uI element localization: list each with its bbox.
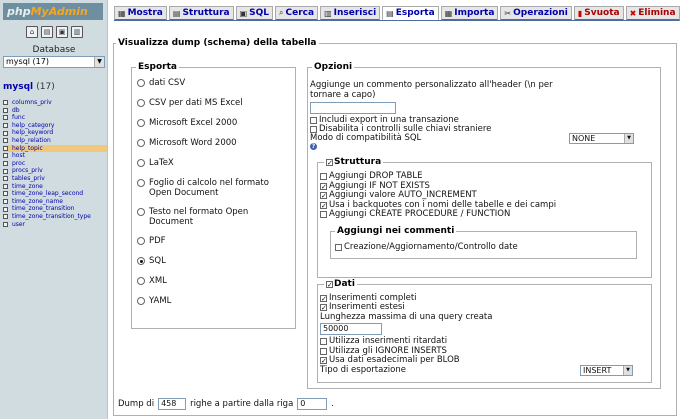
table-link[interactable] xyxy=(3,175,107,183)
hex-for-blob-option[interactable]: ✓ Usa dati esadecimali per BLOB xyxy=(321,355,460,365)
comments-legend: Aggiungi nei commenti xyxy=(337,226,455,236)
dump-label: Dump di xyxy=(118,399,155,409)
table-link-label: columns_priv xyxy=(12,99,52,106)
table-link-label: help_relation xyxy=(12,136,51,144)
table-link-label: host xyxy=(12,152,25,160)
use-backquotes-option[interactable]: ✓ Usa i backquotes con i nomi delle tabelle e dei campi xyxy=(321,200,557,210)
sql-window-icon[interactable]: ▤ xyxy=(41,26,53,38)
add-if-not-exists-option[interactable]: ✓ Aggiungi IF NOT EXISTS xyxy=(321,181,430,191)
extended-inserts-option[interactable]: ✓ Inserimenti estesi xyxy=(321,302,405,312)
table-icon[interactable] xyxy=(3,123,8,128)
table-link[interactable] xyxy=(3,137,107,145)
structure-fieldset xyxy=(317,157,652,278)
checkbox-icon[interactable]: ✓ xyxy=(327,158,333,167)
table-icon[interactable] xyxy=(3,199,8,204)
table-link-label: time_zone_leap_second xyxy=(12,190,84,198)
table-link[interactable] xyxy=(3,107,107,115)
checkbox-icon[interactable]: ✓ xyxy=(321,356,327,365)
table-link[interactable] xyxy=(3,99,107,107)
table-link-label: user xyxy=(12,220,26,228)
ignore-inserts-option[interactable]: Utilizza gli IGNORE INSERTS xyxy=(320,346,447,356)
tab-drop[interactable]: ✖ Elimina xyxy=(626,6,680,21)
tab-sql[interactable]: ▣ SQL xyxy=(236,6,273,21)
table-link[interactable] xyxy=(3,205,107,213)
table-link[interactable] xyxy=(3,167,107,175)
database-label: Database xyxy=(32,45,76,55)
max-query-length-input[interactable]: 50000 xyxy=(320,323,382,335)
table-icon[interactable] xyxy=(3,100,8,105)
table-link-label: time_zone_transition_type xyxy=(12,212,91,220)
table-link-label: func xyxy=(12,114,26,122)
radio-icon[interactable] xyxy=(137,159,145,167)
table-link[interactable] xyxy=(3,129,107,137)
format-option[interactable]: SQL xyxy=(137,256,287,266)
radio-icon[interactable] xyxy=(137,208,145,216)
checkbox-icon[interactable]: ✓ xyxy=(321,201,327,210)
main-legend: Visualizza dump (schema) della tabella xyxy=(118,38,317,48)
phpmyadmin-logo[interactable]: phpMyAdmin xyxy=(3,3,103,20)
format-option[interactable]: Foglio di calcolo nel formato Open Document xyxy=(137,178,287,198)
table-link[interactable] xyxy=(3,190,107,198)
tab-browse[interactable]: ▦ Mostra xyxy=(114,6,167,21)
comments-fieldset xyxy=(330,226,637,259)
table-icon[interactable] xyxy=(3,169,8,174)
tab-export[interactable]: ▤ Esporta xyxy=(382,6,439,21)
tab-search[interactable]: ⌕ Cerca xyxy=(275,6,318,21)
docs-icon[interactable]: ▥ xyxy=(71,26,83,38)
table-link-label: time_zone_name xyxy=(12,197,63,205)
radio-icon[interactable] xyxy=(137,139,145,147)
table-icon[interactable] xyxy=(3,184,8,189)
table-link-label: procs_priv xyxy=(12,167,43,175)
compat-mode-label: Modo di compatibilità SQL xyxy=(310,133,422,143)
header-comment-input[interactable] xyxy=(310,102,396,114)
table-link-label: help_topic xyxy=(12,144,43,152)
table-link-label: help_keyword xyxy=(12,129,54,137)
checkbox-icon[interactable] xyxy=(310,117,317,124)
table-link[interactable] xyxy=(3,198,107,206)
search-icon: ⌕ xyxy=(279,8,284,17)
dump-rows-row xyxy=(118,398,334,410)
table-link[interactable] xyxy=(3,114,107,122)
table-icon[interactable] xyxy=(3,207,8,212)
table-link[interactable] xyxy=(3,160,107,168)
table-icon[interactable] xyxy=(3,214,8,219)
tab-import[interactable]: ▦ Importa xyxy=(441,6,499,21)
radio-icon[interactable] xyxy=(137,119,145,127)
export-type-label: Tipo di esportazione xyxy=(320,365,406,375)
checkbox-icon[interactable] xyxy=(310,126,317,133)
chevron-down-icon: ▼ xyxy=(94,57,104,67)
structure-icon: ▤ xyxy=(172,8,181,18)
radio-icon[interactable] xyxy=(137,99,145,107)
add-create-procedure-option[interactable]: Aggiungi CREATE PROCEDURE / FUNCTION xyxy=(320,209,510,219)
table-link[interactable] xyxy=(3,221,107,229)
checkbox-icon[interactable]: ✓ xyxy=(321,182,327,191)
table-icon[interactable] xyxy=(3,146,8,151)
structure-legend[interactable]: ✓ Struttura xyxy=(324,157,383,167)
max-query-length-label: Lunghezza massima di una query creata xyxy=(320,312,493,322)
left-frame xyxy=(0,0,108,419)
table-link-label: time_zone_transition xyxy=(12,205,75,213)
header-comment-label: Aggiunge un commento personalizzato all'header (\n per tornare a capo) xyxy=(310,80,553,100)
table-link[interactable] xyxy=(3,213,107,221)
radio-icon[interactable] xyxy=(137,277,145,285)
format-option[interactable]: Microsoft Excel 2000 xyxy=(137,118,287,128)
radio-icon[interactable] xyxy=(137,79,145,87)
delayed-inserts-option[interactable]: Utilizza inserimenti ritardati xyxy=(320,336,447,346)
table-icon[interactable] xyxy=(3,131,8,136)
radio-icon[interactable] xyxy=(137,179,145,187)
nav-icons xyxy=(26,26,83,38)
import-icon: ▦ xyxy=(444,8,453,18)
data-fieldset xyxy=(317,279,652,383)
table-icon[interactable] xyxy=(3,153,8,158)
table-icon[interactable] xyxy=(3,222,8,227)
creation-dates-option[interactable]: Creazione/Aggiornamento/Controllo date xyxy=(335,242,518,252)
database-select[interactable]: mysql (17) ▼ xyxy=(3,56,105,68)
tab-underline xyxy=(114,20,674,21)
browse-icon: ▦ xyxy=(118,8,126,18)
table-link-label: time_zone xyxy=(12,182,43,190)
radio-icon[interactable] xyxy=(137,297,145,305)
format-option[interactable]: CSV per dati MS Excel xyxy=(137,98,287,108)
chevron-down-icon: ▼ xyxy=(623,366,632,375)
table-icon[interactable] xyxy=(3,191,8,196)
format-option[interactable]: Microsoft Word 2000 xyxy=(137,138,287,148)
table-icon[interactable] xyxy=(3,161,8,166)
table-link-label: help_category xyxy=(12,121,55,129)
table-icon[interactable] xyxy=(3,176,8,181)
checkbox-icon[interactable] xyxy=(320,211,327,218)
format-option[interactable]: LaTeX xyxy=(137,158,287,168)
export-icon: ▤ xyxy=(386,8,394,18)
checkbox-icon[interactable]: ✓ xyxy=(321,294,327,303)
radio-icon[interactable] xyxy=(137,257,145,265)
format-option[interactable]: XML xyxy=(137,276,287,286)
export-legend: Esporta xyxy=(138,62,177,72)
chevron-down-icon: ▼ xyxy=(624,134,633,143)
table-link-label: proc xyxy=(12,159,26,167)
table-link-label: tables_priv xyxy=(12,174,45,182)
period-label: . xyxy=(331,399,334,409)
add-auto-increment-option[interactable]: ✓ Aggiungi valore AUTO_INCREMENT xyxy=(321,190,477,200)
tab-bar xyxy=(114,6,680,21)
checkbox-icon[interactable] xyxy=(335,244,342,251)
options-fieldset xyxy=(307,62,661,389)
empty-icon: ▮ xyxy=(577,8,583,18)
table-link[interactable] xyxy=(3,183,107,191)
checkbox-icon[interactable]: ✓ xyxy=(321,303,327,312)
table-link[interactable] xyxy=(3,145,107,153)
checkbox-icon[interactable] xyxy=(320,348,327,355)
wrench-icon: ✂ xyxy=(504,8,512,18)
format-option[interactable]: YAML xyxy=(137,296,287,306)
checkbox-icon[interactable] xyxy=(320,338,327,345)
rows-input[interactable]: 458 xyxy=(158,398,186,410)
export-dump-fieldset xyxy=(113,38,677,416)
checkbox-icon[interactable]: ✓ xyxy=(321,191,327,200)
table-icon[interactable] xyxy=(3,108,8,113)
tab-operations[interactable]: ✂ Operazioni xyxy=(500,6,571,21)
format-option[interactable]: Testo nel formato Open Document xyxy=(137,207,287,227)
query-window-icon[interactable]: ▣ xyxy=(56,26,68,38)
radio-icon[interactable] xyxy=(137,237,145,245)
options-legend: Opzioni xyxy=(314,62,353,72)
complete-inserts-option[interactable]: ✓ Inserimenti completi xyxy=(321,293,417,303)
table-link-label: db xyxy=(12,106,20,114)
export-type-select[interactable]: INSERT ▼ xyxy=(580,365,633,376)
drop-icon: ✖ xyxy=(629,8,637,18)
table-list xyxy=(3,99,107,228)
help-icon[interactable]: ? xyxy=(311,143,316,150)
from-row-label: righe a partire dalla riga xyxy=(190,399,294,409)
checkbox-icon[interactable]: ✓ xyxy=(327,280,333,289)
tab-empty[interactable]: ▮ Svuota xyxy=(574,6,624,21)
sql-icon: ▣ xyxy=(239,8,248,18)
table-link[interactable] xyxy=(3,122,107,130)
format-option[interactable]: dati CSV xyxy=(137,78,287,88)
start-row-input[interactable]: 0 xyxy=(297,398,327,410)
compat-mode-select[interactable]: NONE ▼ xyxy=(569,133,634,144)
database-name-link[interactable]: mysql (17) xyxy=(3,82,55,92)
tab-insert[interactable]: ▥ Inserisci xyxy=(320,6,380,21)
add-drop-table-option[interactable]: Aggiungi DROP TABLE xyxy=(320,171,422,181)
home-icon[interactable]: ⌂ xyxy=(26,26,38,38)
table-icon[interactable] xyxy=(3,115,8,120)
format-option[interactable]: PDF xyxy=(137,236,287,246)
table-icon[interactable] xyxy=(3,138,8,143)
table-link[interactable] xyxy=(3,152,107,160)
tab-structure[interactable]: ▤ Struttura xyxy=(169,6,234,21)
data-legend[interactable]: ✓ Dati xyxy=(324,279,357,289)
insert-icon: ▥ xyxy=(324,8,332,18)
include-transaction-option[interactable]: Includi export in una transazione xyxy=(310,115,459,125)
checkbox-icon[interactable] xyxy=(320,173,327,180)
export-format-fieldset xyxy=(131,62,296,329)
disable-fk-option[interactable]: Disabilita i controlli sulle chiavi straniere xyxy=(310,124,491,134)
